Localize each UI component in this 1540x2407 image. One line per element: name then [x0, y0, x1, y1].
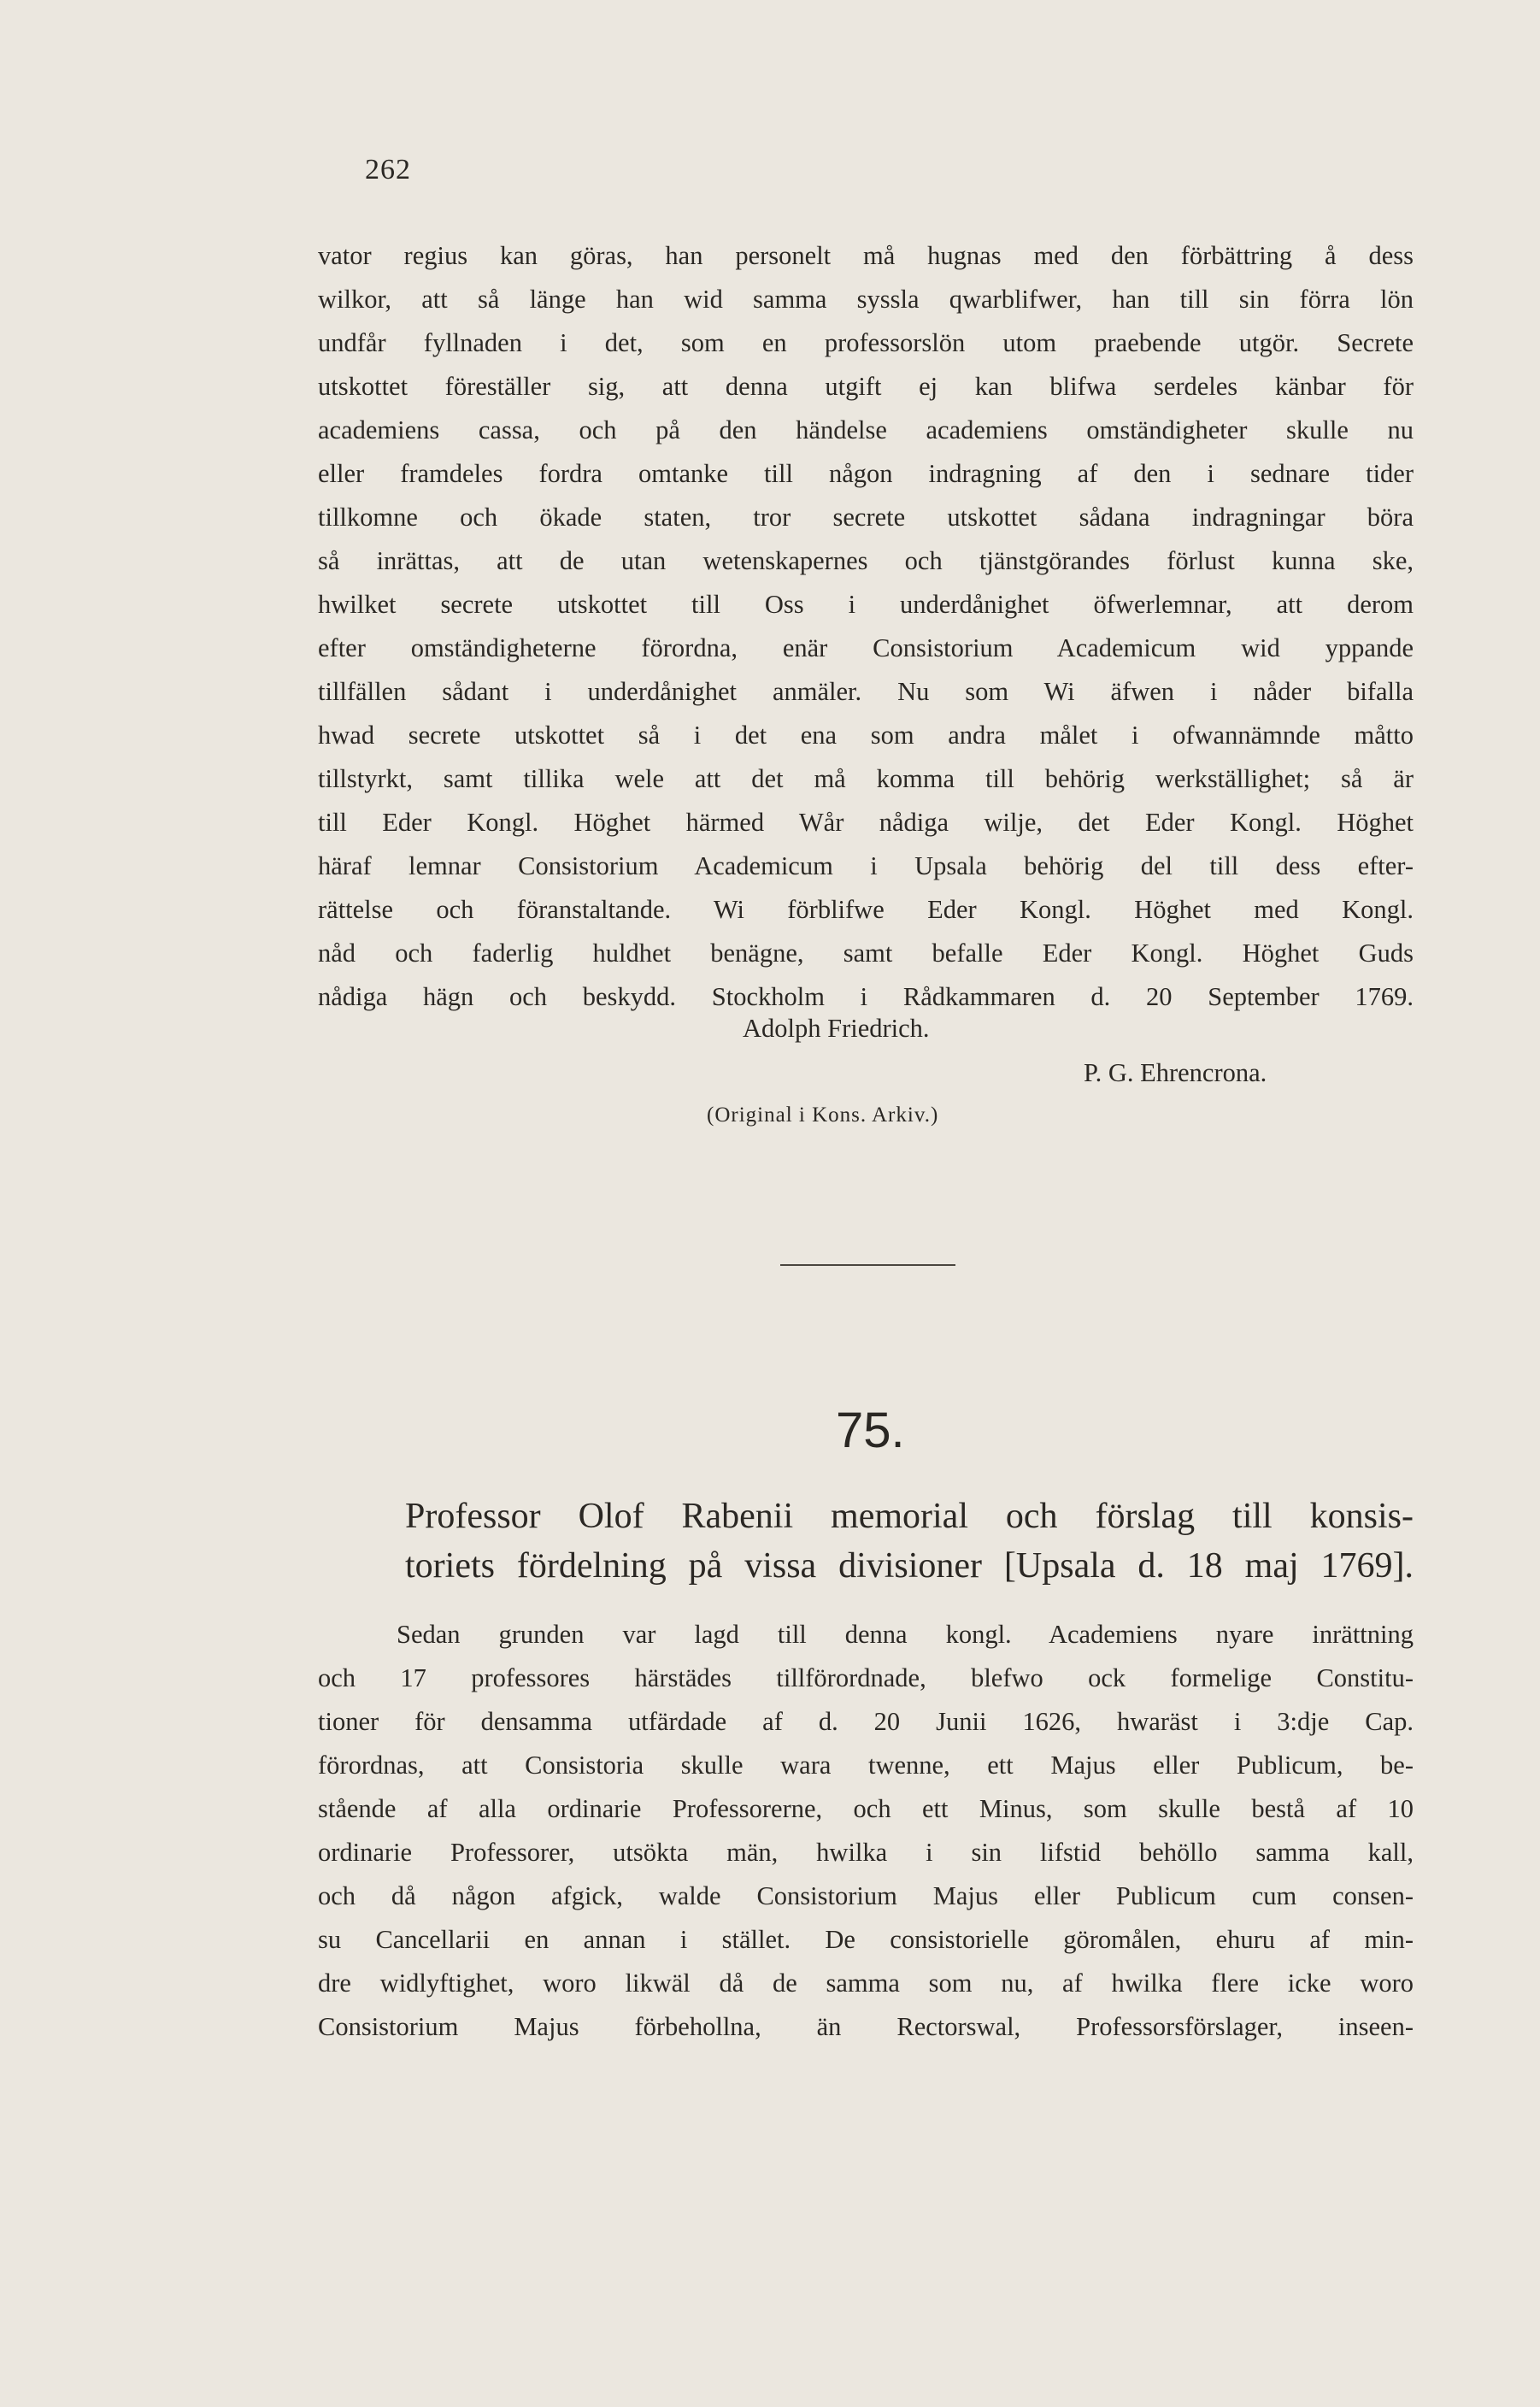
text-line: häraf lemnar Consistorium Academicum i Upsala behörig del till dess efter-	[318, 851, 1414, 880]
text-line: ordinarie Professorer, utsökta män, hwilka i sin lifstid behöllo samma kall,	[318, 1838, 1414, 1867]
signature-king: Adolph Friedrich.	[743, 1014, 930, 1043]
text-line: undfår fyllnaden i det, som en professorslön utom praebende utgör. Secrete	[318, 328, 1414, 357]
signature-secretary: P. G. Ehrencrona.	[1084, 1058, 1267, 1087]
text-line: Consistorium Majus förbehollna, än Rectorswal, Professorsförslager, inseen-	[318, 2012, 1414, 2041]
text-line: och då någon afgick, walde Consistorium Majus eller Publicum cum consen-	[318, 1881, 1414, 1910]
text-line: hwilket secrete utskottet till Oss i underdånighet öfwerlemnar, att derom	[318, 590, 1414, 619]
document-title	[405, 1492, 1414, 1591]
text-line: nådiga hägn och beskydd. Stockholm i Rådkammaren d. 20 September 1769.	[318, 982, 1414, 1011]
title-line: toriets fördelning på vissa divisioner [Upsala d. 18 maj 1769].	[405, 1546, 1414, 1586]
text-line: och 17 professores härstädes tillförordnade, blefwo ock formelige Constitu-	[318, 1663, 1414, 1692]
text-line: wilkor, att så länge han wid samma syssla qwarblifwer, han till sin förra lön	[318, 285, 1414, 314]
title-line: Professor Olof Rabenii memorial och förslag till konsis-	[405, 1497, 1414, 1536]
section-divider	[780, 1264, 955, 1266]
text-line: förordnas, att Consistoria skulle wara twenne, ett Majus eller Publicum, be-	[318, 1751, 1414, 1780]
text-line: tillkomne och ökade staten, tror secrete utskottet sådana indragningar böra	[318, 503, 1414, 532]
text-line: till Eder Kongl. Höghet härmed Wår nådiga wilje, det Eder Kongl. Höghet	[318, 808, 1414, 837]
text-line: hwad secrete utskottet så i det ena som andra målet i ofwannämnde måtto	[318, 721, 1414, 750]
text-line: rättelse och föranstaltande. Wi förblifwe Eder Kongl. Höghet med Kongl.	[318, 895, 1414, 924]
letter-paragraph	[318, 234, 1414, 1019]
text-line: Sedan grunden var lagd till denna kongl. Academiens nyare inrättning	[397, 1620, 1414, 1649]
text-line: tillfällen sådant i underdånighet anmäler. Nu som Wi äfwen i nåder bifalla	[318, 677, 1414, 706]
memorial-paragraph	[318, 1613, 1414, 2049]
text-line: tioner för densamma utfärdade af d. 20 Junii 1626, hwaräst i 3:dje Cap.	[318, 1707, 1414, 1736]
text-line: tillstyrkt, samt tillika wele att det må komma till behörig werkställighet; så är	[318, 764, 1414, 793]
page-number: 262	[365, 154, 411, 185]
source-note: (Original i Kons. Arkiv.)	[707, 1103, 939, 1127]
text-line: academiens cassa, och på den händelse academiens omständigheter skulle nu	[318, 415, 1414, 444]
text-line: stående af alla ordinarie Professorerne, och ett Minus, som skulle bestå af 10	[318, 1794, 1414, 1823]
document-number: 75.	[836, 1403, 905, 1458]
text-line: nåd och faderlig huldhet benägne, samt befalle Eder Kongl. Höghet Guds	[318, 939, 1414, 968]
text-line: eller framdeles fordra omtanke till någon indragning af den i sednare tider	[318, 459, 1414, 488]
text-line: su Cancellarii en annan i stället. De consistorielle göromålen, ehuru af min-	[318, 1925, 1414, 1954]
text-line: vator regius kan göras, han personelt må hugnas med den förbättring å dess	[318, 241, 1414, 270]
text-line: efter omständigheterne förordna, enär Consistorium Academicum wid yppande	[318, 633, 1414, 662]
text-line: så inrättas, att de utan wetenskapernes och tjänstgörandes förlust kunna ske,	[318, 546, 1414, 575]
text-line: utskottet föreställer sig, att denna utgift ej kan blifwa serdeles känbar för	[318, 372, 1414, 401]
text-line: dre widlyftighet, woro likwäl då de samma som nu, af hwilka flere icke woro	[318, 1969, 1414, 1998]
